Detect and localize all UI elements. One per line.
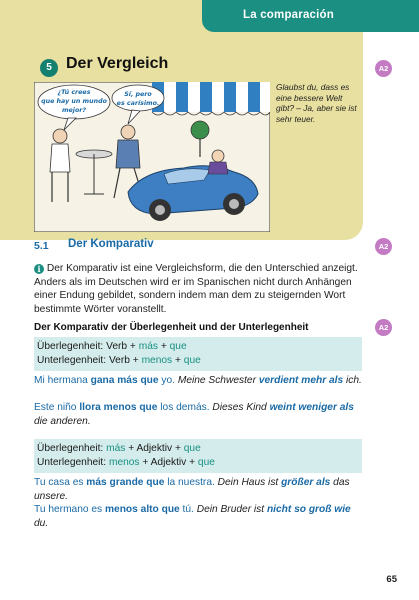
intro-paragraph (34, 262, 362, 316)
example-de-key: nicht so groß wie (266, 504, 351, 515)
page-title: Der Vergleich (66, 55, 169, 72)
example-es-key: gana más que (90, 375, 159, 386)
awning (152, 82, 270, 115)
speech-bubble-right (112, 85, 164, 111)
formula-que: que (169, 341, 187, 352)
formula-verb: Verb (108, 355, 130, 366)
formula-que: que (183, 443, 201, 454)
formula-que: que (197, 457, 215, 468)
chapter-tab-label: La comparación (243, 9, 334, 21)
formula-row (37, 340, 362, 354)
formula-box-verb (34, 337, 362, 371)
formula-adjective: Adjektiv (150, 457, 187, 468)
formula-plus: + (189, 457, 196, 468)
formula-box-adjective (34, 439, 362, 473)
example-es: yo. (158, 375, 175, 386)
example-de: die anderen. (34, 415, 91, 427)
example-de: Dieses Kind (209, 402, 270, 413)
formula-adjective: Adjektiv (136, 443, 173, 454)
formula-row (37, 456, 362, 470)
formula-verb: Verb (106, 341, 128, 352)
formula-label: Überlegenheit: (37, 341, 104, 352)
formula-plus: + (132, 355, 139, 366)
section-number: 5.1 (34, 240, 49, 252)
example-es: Tu hermano es (34, 504, 105, 515)
example-es: tú. (179, 504, 194, 515)
formula-label: Unterlegenheit: (37, 457, 107, 468)
formula-word: menos (141, 355, 173, 366)
formula-que: que (183, 355, 201, 366)
cartoon-caption: Glaubst du, dass es eine bessere Welt gibt? – Ja, aber sie ist sehr teuer. (276, 82, 357, 124)
example-de: Dein Haus ist (214, 477, 282, 488)
example-es-key: menos alto que (104, 504, 180, 515)
subheading: Der Komparativ der Überlegenheit und der Unterlegenheit (34, 322, 309, 333)
example-de: Meine Schwester (175, 375, 259, 386)
level-badge: A2 (375, 238, 392, 255)
formula-word: menos (108, 457, 140, 468)
formula-plus: + (128, 443, 135, 454)
example-es: la nuestra. (164, 477, 215, 488)
example-de: das unsere. (34, 477, 350, 502)
formula-row (37, 442, 362, 456)
intro-text: Der Komparativ ist eine Vergleichsform, die den Unterschied anzeigt. Anders als im Deutschen wird er im Spanischen nicht durch Anhängen einer Endung gebildet, sondern indem man dem zu steigernden Wort bestimmte Wörter voranstellt. (34, 263, 358, 315)
bubble-left-line1: ¿Tú crees (57, 89, 91, 96)
formula-row (37, 354, 362, 368)
example-de-key: verdient mehr als (258, 375, 344, 386)
bubble-right-line2: es carísimo. (116, 100, 160, 107)
formula-plus: + (174, 443, 181, 454)
formula-plus: + (142, 457, 149, 468)
formula-word: más (106, 443, 126, 454)
example-es: los demás. (157, 402, 210, 413)
example-3 (34, 476, 364, 503)
example-2 (34, 401, 364, 428)
level-badge: A2 (375, 319, 392, 336)
example-es-key: llora menos que (79, 402, 158, 413)
section-title: Der Komparativ (68, 238, 154, 250)
info-icon: i (34, 264, 44, 274)
page-number: 65 (386, 574, 397, 585)
example-de: Dein Bruder ist (193, 504, 267, 515)
formula-word: más (138, 341, 158, 352)
example-1 (34, 374, 364, 388)
chapter-tab (202, 0, 419, 32)
formula-plus: + (129, 341, 136, 352)
bubble-left-line3: mejor? (61, 107, 87, 114)
formula-label: Unterlegenheit: (37, 355, 107, 366)
example-es-key: más grande que (86, 477, 165, 488)
example-4 (34, 503, 364, 530)
formula-label: Überlegenheit: (37, 443, 104, 454)
example-es: Mi hermana (34, 375, 91, 386)
example-de-key: größer als (281, 477, 331, 488)
example-es: Tu casa es (34, 477, 87, 488)
chapter-number: 5 (40, 59, 58, 77)
bubble-left-line2: que hay un mundo (41, 98, 107, 105)
example-de: ich. (343, 375, 362, 386)
example-de: du. (34, 517, 49, 529)
level-badge: A2 (375, 60, 392, 77)
example-es: Este niño (34, 402, 80, 413)
bubble-right-line1: Sí, pero (124, 91, 152, 98)
cartoon-illustration (34, 82, 270, 232)
example-de-key: weint weniger als (269, 402, 354, 413)
formula-plus: + (174, 355, 181, 366)
formula-plus: + (160, 341, 167, 352)
